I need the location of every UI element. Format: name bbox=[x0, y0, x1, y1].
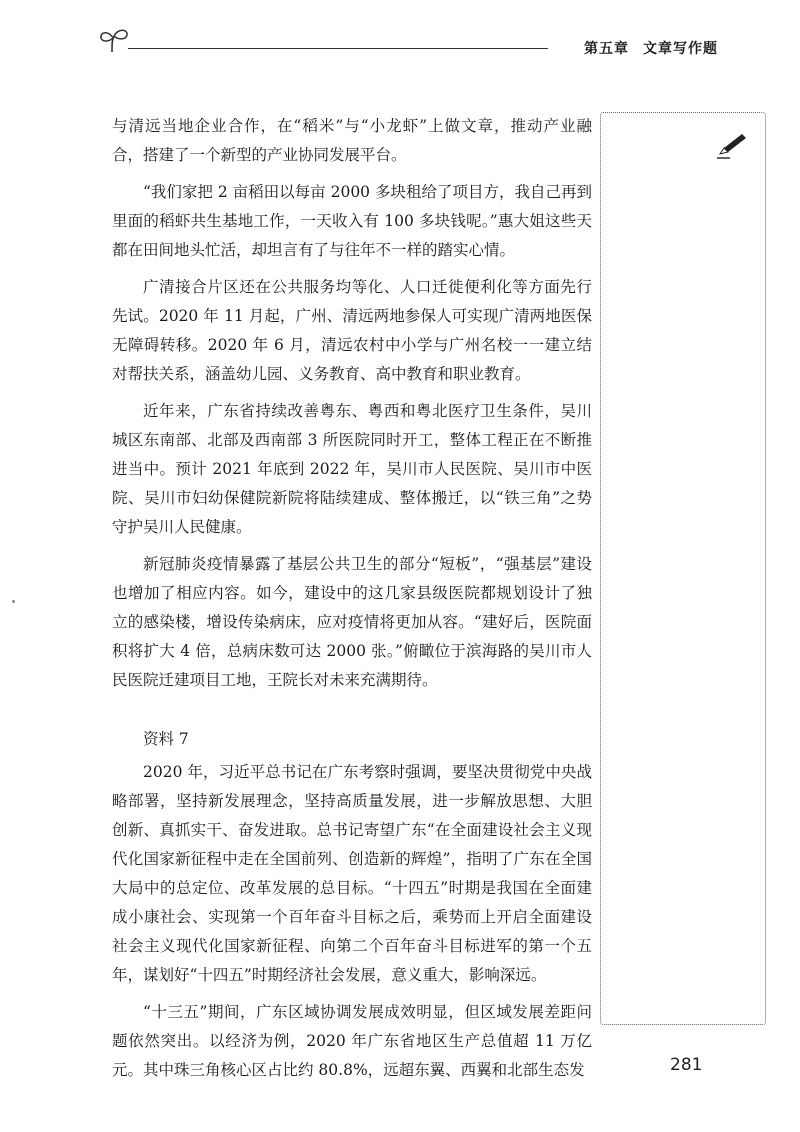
sprout-icon bbox=[98, 26, 132, 56]
chapter-number: 第五章 bbox=[584, 41, 629, 57]
paragraph: 与清远当地企业合作，在“稻米”与“小龙虾”上做文章，推动产业融合，搭建了一个新型的产业协同发展平台。 bbox=[112, 117, 592, 164]
chapter-label bbox=[584, 38, 718, 58]
paragraph: “十三五”期间，广东区域协调发展成效明显，但区域发展差距问题依然突出。以经济为例，2020 年广东省地区生产总值超 11 万亿元。其中珠三角核心区占比约 80.8%，远超东翼、西翼和北部生态发 bbox=[112, 1003, 592, 1079]
notes-margin-box bbox=[600, 112, 766, 1025]
main-text bbox=[112, 112, 592, 1093]
scan-speck bbox=[12, 600, 15, 603]
paragraph: 新冠肺炎疫情暴露了基层公共卫生的部分“短板”，“强基层”建设也增加了相应内容。如今，建设中的这几家县级医院都规划设计了独立的感染楼，增设传染病床，应对疫情将更加从容。“建好后，医院面积将扩大 4 倍，总病床数可达 2000 张。”俯瞰位于滨海路的吴川市人民医院迁建项目工地，王院长对未来充满期待。 bbox=[112, 555, 592, 689]
page-header bbox=[98, 26, 718, 66]
chapter-title: 文章写作题 bbox=[643, 41, 718, 57]
paragraph: 近年来，广东省持续改善粤东、粤西和粤北医疗卫生条件，吴川城区东南部、北部及西南部 3 所医院同时开工，整体工程正在不断推进当中。预计 2021 年底到 2022 年，吴川市人民医院、吴川市中医院、吴川市妇幼保健院新院将陆续建成、整体搬迁，以“铁三角”之势守护吴川人民健康。 bbox=[112, 402, 592, 536]
page-number: 281 bbox=[670, 1055, 703, 1075]
header-rule bbox=[128, 48, 548, 49]
paragraph: 2020 年，习近平总书记在广东考察时强调，要坚决贯彻党中央战略部署，坚持新发展理念，坚持高质量发展，进一步解放思想、大胆创新、真抓实干、奋发进取。总书记寄望广东“在全面建设社会主义现代化国家新征程中走在全国前列、创造新的辉煌”，指明了广东在全国大局中的总定位、改革发展的总目标。“十四五”时期是我国在全面建成小康社会、实现第一个百年奋斗目标之后，乘势而上开启全面建设社会主义现代化国家新征程、向第二个百年奋斗目标进军的第一个五年，谋划好“十四五”时期经济社会发展，意义重大，影响深远。 bbox=[112, 763, 592, 984]
paragraph: 广清接合片区还在公共服务均等化、人口迁徙便利化等方面先行先试。2020 年 11 月起，广州、清远两地参保人可实现广清两地医保无障碍转移。2020 年 6 月，清远农村中小学与广州名校一一建立结对帮扶关系，涵盖幼儿园、义务教育、高中教育和职业教育。 bbox=[112, 278, 592, 383]
section-heading: 资料 7 bbox=[143, 730, 189, 748]
paragraph: “我们家把 2 亩稻田以每亩 2000 多块租给了项目方，我自己再到里面的稻虾共生基地工作，一天收入有 100 多块钱呢。”惠大姐这些天都在田间地头忙活，却坦言有了与往年不一样的踏实心情。 bbox=[112, 183, 592, 259]
pencil-icon bbox=[716, 130, 750, 160]
